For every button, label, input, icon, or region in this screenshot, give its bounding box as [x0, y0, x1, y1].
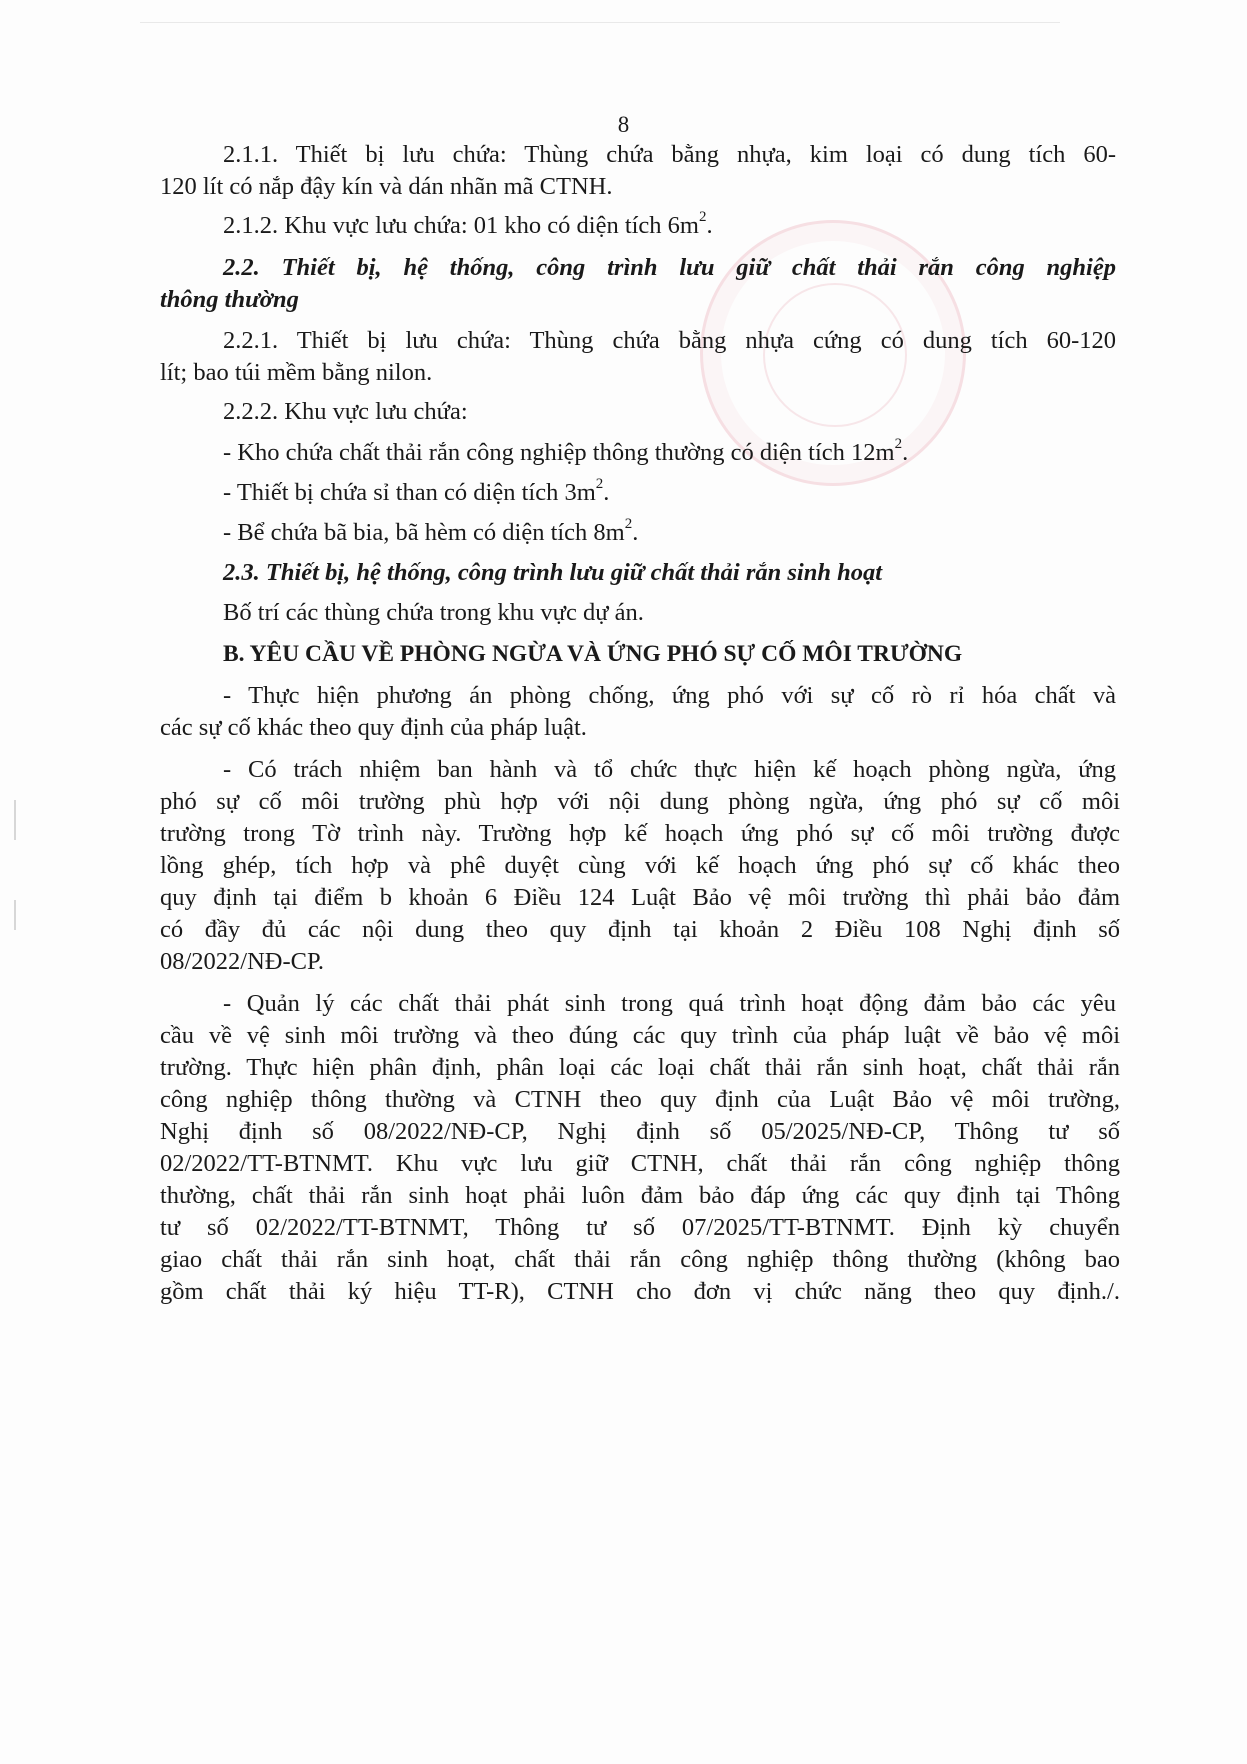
para-2-1-2-sup: 2	[699, 208, 707, 225]
heading-2-2-line-1: 2.2. Thiết bị, hệ thống, công trình lưu giữ chất thải rắn công nghiệp	[223, 254, 1116, 281]
bullet-be-chua-end: .	[632, 519, 639, 546]
bullet-be-chua-sup: 2	[624, 515, 633, 532]
bullet-kho-chua-sup: 2	[894, 435, 903, 452]
scan-edge-mark	[14, 800, 16, 840]
para-b2-line-2: phó sự cố môi trường phù hợp với nội dung phòng ngừa, ứng phó sự cố môi	[160, 788, 1120, 815]
bullet-si-than-text: - Thiết bị chứa sỉ than có diện tích 3m	[223, 479, 596, 506]
para-b1-line-2: các sự cố khác theo quy định của pháp luật.	[160, 714, 587, 741]
para-2-3: Bố trí các thùng chứa trong khu vực dự án.	[223, 599, 644, 626]
bullet-si-than-end: .	[603, 479, 610, 506]
para-2-1-1-line-2: 120 lít có nắp đậy kín và dán nhãn mã CTNH.	[160, 173, 613, 200]
heading-section-b: B. YÊU CẦU VỀ PHÒNG NGỪA VÀ ỨNG PHÓ SỰ CỐ MÔI TRƯỜNG	[223, 641, 963, 667]
para-2-2-1-line-1: 2.2.1. Thiết bị lưu chứa: Thùng chứa bằng nhựa cứng có dung tích 60-120	[223, 327, 1116, 354]
para-b1-line-1: - Thực hiện phương án phòng chống, ứng phó với sự cố rò rỉ hóa chất và	[223, 682, 1116, 709]
para-b2-line-7: 08/2022/NĐ-CP.	[160, 948, 325, 975]
para-b2-line-5: quy định tại điểm b khoản 6 Điều 124 Luật Bảo vệ môi trường thì phải bảo đảm	[160, 884, 1120, 911]
para-b3-line-2: cầu về vệ sinh môi trường và theo đúng các quy trình của pháp luật về bảo vệ môi	[160, 1022, 1120, 1049]
para-b3-line-1: - Quản lý các chất thải phát sinh trong quá trình hoạt động đảm bảo các yêu	[223, 990, 1116, 1017]
para-b3-line-7: thường, chất thải rắn sinh hoạt phải luôn đảm bảo đáp ứng các quy định tại Thông	[160, 1182, 1120, 1209]
bullet-be-chua	[223, 517, 638, 549]
para-b2-line-6: có đầy đủ các nội dung theo quy định tại khoản 2 Điều 108 Nghị định số	[160, 916, 1120, 943]
para-b3-line-3: trường. Thực hiện phân định, phân loại các loại chất thải rắn sinh hoạt, chất thải rắn	[160, 1054, 1120, 1081]
para-2-1-2-end: .	[706, 212, 713, 239]
para-2-1-2	[223, 210, 713, 242]
heading-2-3: 2.3. Thiết bị, hệ thống, công trình lưu giữ chất thải rắn sinh hoạt	[223, 559, 883, 586]
bullet-kho-chua-text: - Kho chứa chất thải rắn công nghiệp thông thường có diện tích 12m	[223, 439, 895, 466]
para-2-1-2-text: 2.1.2. Khu vực lưu chứa: 01 kho có diện tích 6m	[223, 212, 699, 239]
bullet-be-chua-text: - Bể chứa bã bia, bã hèm có diện tích 8m	[223, 519, 625, 546]
para-b3-line-8: tư số 02/2022/TT-BTNMT, Thông tư số 07/2025/TT-BTNMT. Định kỳ chuyển	[160, 1214, 1120, 1241]
para-b3-line-6: 02/2022/TT-BTNMT. Khu vực lưu giữ CTNH, chất thải rắn công nghiệp thông	[160, 1150, 1120, 1177]
para-b3-line-10: gồm chất thải ký hiệu TT-R), CTNH cho đơn vị chức năng theo quy định./.	[160, 1278, 1120, 1305]
bullet-kho-chua-end: .	[902, 439, 909, 466]
para-2-2-2: 2.2.2. Khu vực lưu chứa:	[223, 398, 468, 425]
heading-2-2-line-2: thông thường	[160, 286, 299, 313]
para-b3-line-5: Nghị định số 08/2022/NĐ-CP, Nghị định số 05/2025/NĐ-CP, Thông tư số	[160, 1118, 1120, 1145]
para-2-1-1-line-1: 2.1.1. Thiết bị lưu chứa: Thùng chứa bằng nhựa, kim loại có dung tích 60-	[223, 141, 1116, 168]
para-b2-line-1: - Có trách nhiệm ban hành và tổ chức thực hiện kế hoạch phòng ngừa, ứng	[223, 756, 1116, 783]
para-b3-line-9: giao chất thải rắn sinh hoạt, chất thải rắn công nghiệp thông thường (không bao	[160, 1246, 1120, 1273]
page-number: 8	[617, 112, 630, 137]
para-b3-line-4: công nghiệp thông thường và CTNH theo quy định của Luật Bảo vệ môi trường,	[160, 1086, 1120, 1113]
scan-artifact-line	[140, 22, 1060, 23]
para-b2-line-3: trường trong Tờ trình này. Trường hợp kế hoạch ứng phó sự cố môi trường được	[160, 820, 1120, 847]
bullet-kho-chua	[223, 437, 908, 469]
scan-edge-mark	[14, 900, 16, 930]
bullet-si-than-sup: 2	[595, 475, 604, 492]
bullet-si-than	[223, 477, 609, 509]
para-2-2-1-line-2: lít; bao túi mềm bằng nilon.	[160, 359, 433, 386]
para-b2-line-4: lồng ghép, tích hợp và phê duyệt cùng với kế hoạch ứng phó sự cố khác theo	[160, 852, 1120, 879]
